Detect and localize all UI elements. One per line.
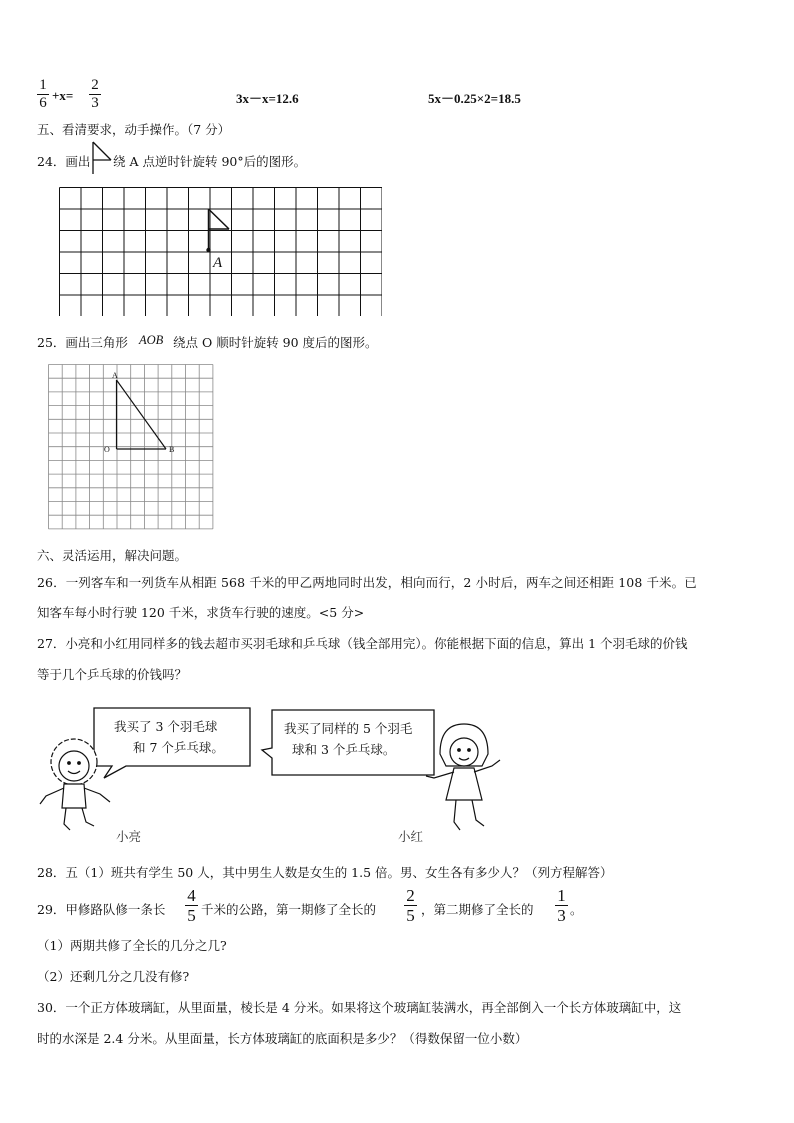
point-a-label: A (213, 255, 223, 271)
girl-figure-icon (426, 724, 500, 830)
question-26-line-2: 知客车每小时行驶 120 千米，求货车行驶的速度。<5 分> (37, 605, 365, 620)
question-29-sub-1: （1）两期共修了全长的几分之几? (37, 938, 227, 953)
question-26-line-1: 26．一列客车和一列货车从相距 568 千米的甲乙两地同时出发，相向而行，2 小时后，两车之间还相距 108 千米。已 (37, 575, 697, 590)
bubble-right-line-1: 我买了同样的 5 个羽毛 (284, 721, 413, 736)
fraction-one-sixth (37, 78, 49, 111)
equation-1-middle: +x= (52, 88, 74, 103)
fraction-numerator: 2 (91, 77, 99, 93)
section-6-heading: 六、灵活运用，解决问题。 (37, 548, 188, 563)
question-25-prefix: 25．画出三角形 (37, 335, 128, 350)
fraction-numerator: 1 (557, 886, 566, 905)
fraction-two-thirds (89, 78, 101, 111)
name-xiaoliang: 小亮 (116, 829, 142, 844)
question-24-suffix: 绕 A 点逆时针旋转 90°后的图形。 (113, 154, 307, 169)
fraction-denominator: 5 (187, 906, 196, 925)
question-25-variable: AOB (139, 333, 164, 347)
fraction-four-fifths (185, 887, 198, 924)
fraction-denominator: 3 (91, 95, 99, 111)
question-25-suffix: 绕点 O 顺时针旋转 90 度后的图形。 (173, 335, 378, 350)
label-a: A (112, 371, 118, 380)
question-28: 28．五（1）班共有学生 50 人，其中男生人数是女生的 1.5 倍。男、女生各有多少人？（列方程解答） (37, 865, 613, 880)
fraction-two-fifths (404, 887, 417, 924)
equation-3: 5x－0.25×2=18.5 (428, 91, 521, 106)
grid-lines (60, 188, 383, 317)
fraction-one-third (555, 887, 568, 924)
question-24-prefix: 24．画出 (37, 154, 91, 169)
label-b: B (169, 445, 175, 454)
question-30-line-1: 30．一个正方体玻璃缸，从里面量，棱长是 4 分米。如果将这个玻璃缸装满水，再全部倒入一个长方体玻璃缸中，这 (37, 1000, 682, 1015)
question-29-part-1: 29．甲修路队修一条长 (37, 902, 166, 917)
question-30-line-2: 时的水深是 2.4 分米。从里面量，长方体玻璃缸的底面积是多少？（得数保留一位小数） (37, 1031, 528, 1046)
fraction-denominator: 5 (406, 906, 415, 925)
bubble-right-line-2: 球和 3 个乒乓球。 (292, 742, 396, 757)
name-xiaohong: 小红 (398, 829, 424, 844)
q24-grid (58, 186, 382, 316)
question-27-line-1: 27．小亮和小红用同样多的钱去超市买羽毛球和乒乓球（钱全部用完）。你能根据下面的信息，算出 1 个羽毛球的价钱 (37, 636, 688, 651)
flag-icon (91, 140, 115, 176)
q27-illustration (36, 700, 516, 850)
triangle-side-ab (117, 380, 167, 449)
fraction-numerator: 4 (187, 886, 196, 905)
fraction-numerator: 1 (39, 77, 47, 93)
grid-lines (49, 365, 213, 529)
flag-diagonal (209, 209, 230, 229)
fraction-denominator: 3 (557, 906, 566, 925)
equation-2: 3x－x=12.6 (236, 91, 299, 106)
q25-grid (46, 362, 218, 536)
section-5-heading: 五、看清要求，动手操作。（7 分） (37, 122, 231, 137)
fraction-numerator: 2 (406, 886, 415, 905)
question-29-part-3: ，第二期修了全长的 (421, 902, 534, 917)
label-o: O (104, 445, 110, 454)
bubble-left-line-1: 我买了 3 个羽毛球 (114, 719, 218, 734)
question-27-line-2: 等于几个乒乓球的价钱吗？ (37, 667, 188, 682)
bubble-left-line-2: 和 7 个乒乓球。 (133, 740, 224, 755)
question-29-part-2: 千米的公路，第一期修了全长的 (201, 902, 377, 917)
point-a-dot (206, 248, 210, 252)
question-29-sub-2: （2）还剩几分之几没有修? (37, 969, 190, 984)
question-29-part-4: 。 (570, 902, 583, 917)
fraction-denominator: 6 (39, 95, 47, 111)
